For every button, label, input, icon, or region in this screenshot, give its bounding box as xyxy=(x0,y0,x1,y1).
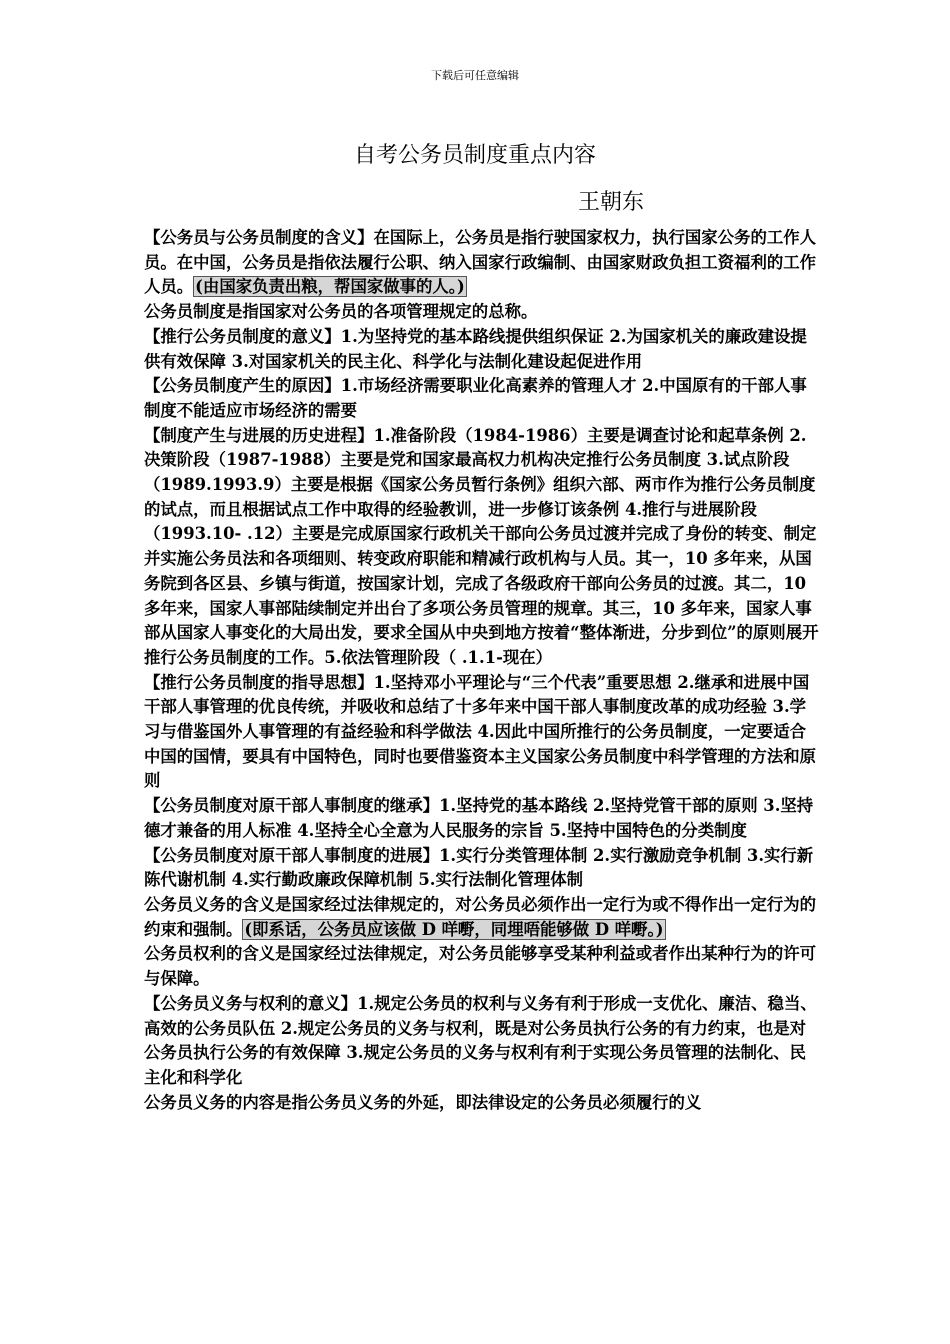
paragraph: 【推行公务员制度的意义】1.为坚持党的基本路线提供组织保证 2.为国家机关的廉政建设提供有效保障 3.对国家机关的民主化、科学化与法制化建设起促进作用 xyxy=(144,326,807,371)
paragraph: 【推行公务员制度的指导思想】1.坚持邓小平理论与“三个代表”重要思想 2.继承和进展中国干部人事管理的优良传统，并吸收和总结了十多年来中国干部人事制度改革的成功经验 3.学习与借鉴国外人事管理的有益经验和科学做法 4.因此中国所推行的公务员制度，一定要适合中国的国情，要具有中国特色，同时也要借鉴资本主义国家公务员制度中科学管理的方法和原则 xyxy=(144,672,817,791)
paragraph-text: 【公务员与公务员制度的含义】在国际上，公务员是指行驶国家权力，执行国家公务的工作人员。在中国，公务员是指依法履行公职、纳入国家行政编制、由国家财政负担工资福利的工作人员。 xyxy=(144,228,817,297)
header-note: 下载后可任意编辑 xyxy=(431,69,519,82)
document-author: 王朝东 xyxy=(578,190,645,215)
paragraph: 【公务员义务与权利的意义】1.规定公务员的权利与义务有利于形成一支优化、廉洁、稳当、高效的公务员队伍 2.规定公务员的义务与权利，既是对公务员执行公务的有力约束，也是对公务员执行公务的有效保障 3.规定公务员的义务与权利有利于实现公务员管理的法制化、民主化和科学化 xyxy=(144,993,817,1087)
paragraph-text: 公务员义务的含义是国家经过法律规定的，对公务员必须作出一定行为或不得作出一定行为的约束和强制。 xyxy=(144,894,817,939)
highlighted-note: (即系话，公务员应该做 D 咩嘢，同埋唔能够做 D 咩嘢。) xyxy=(244,919,664,939)
paragraph: 【制度产生与进展的历史进程】1.准备阶段（1984-1986）主要是调查讨论和起草条例 2.决策阶段（1987-1988）主要是党和国家最高权力机构决定推行公务员制度 3.试点阶段（1989.1993.9）主要是根据《国家公务员暂行条例》组织六部、两市作为推行公务员制度的试点，而且根据试点工作中取得的经验教训，进一步修订该条例 4.推行与进展阶段（1993.10- .12）主要是完成原国家行政机关干部向公务员过渡并完成了身份的转变、制定并实施公务员法和各项细则、转变政府职能和精减行政机构与人员。其一，10 多年来，从国务院到各区县、乡镇与街道，按国家计划，完成了各级政府干部向公务员的过渡。其二，10 多年来，国家人事部陆续制定并出台了多项公务员管理的规章。其三，10 多年来，国家人事部从国家人事变化的大局出发，要求全国从中央到地方按着“整体渐进，分步到位”的原则展开推行公务员制度的工作。5.依法管理阶段（ .1.1-现在） xyxy=(144,425,819,667)
paragraph: 【公务员制度对原干部人事制度的继承】1.坚持党的基本路线 2.坚持党管干部的原则 3.坚持德才兼备的用人标准 4.坚持全心全意为人民服务的宗旨 5.坚持中国特色的分类制度 xyxy=(144,796,814,840)
document-body xyxy=(144,226,820,1115)
paragraph: 公务员权利的含义是国家经过法律规定，对公务员能够享受某种利益或者作出某种行为的许可与保障。 xyxy=(144,944,817,989)
highlighted-note: (由国家负责出粮，帮国家做事的人。) xyxy=(195,277,465,297)
paragraph: 公务员制度是指国家对公务员的各项管理规定的总称。 xyxy=(144,302,538,322)
paragraph xyxy=(144,226,820,300)
paragraph: 【公务员制度对原干部人事制度的进展】1.实行分类管理体制 2.实行激励竞争机制 3.实行新陈代谢机制 4.实行勤政廉政保障机制 5.实行法制化管理体制 xyxy=(144,845,814,890)
document-title: 自考公务员制度重点内容 xyxy=(353,143,596,168)
paragraph: 【公务员制度产生的原因】1.市场经济需要职业化高素养的管理人才 2.中国原有的干部人事制度不能适应市场经济的需要 xyxy=(144,376,807,420)
paragraph: 公务员义务的内容是指公务员义务的外延，即法律设定的公务员必须履行的义 xyxy=(144,1092,702,1112)
paragraph xyxy=(144,893,820,942)
